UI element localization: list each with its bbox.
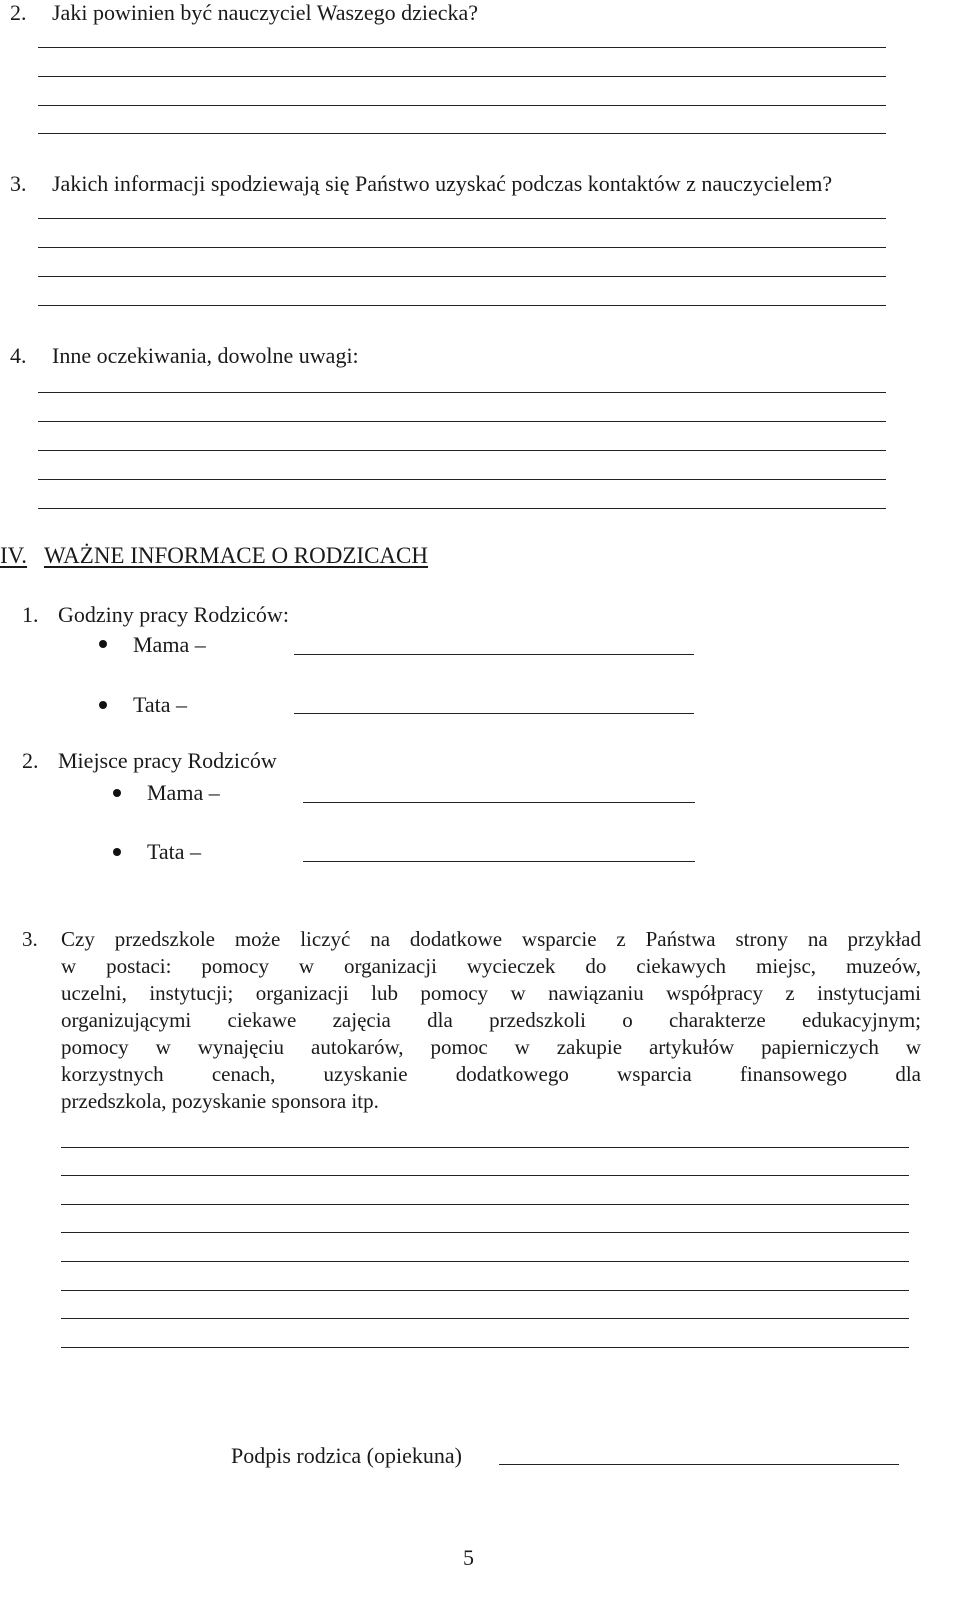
support-answer-line[interactable]	[61, 1261, 909, 1262]
q2-text: Jaki powinien być nauczyciel Waszego dziecka?	[52, 0, 479, 25]
section-title: WAŻNE INFORMACE O RODZICACH	[44, 543, 428, 568]
work-hours-number: 1.	[22, 602, 39, 627]
q3-answer-line[interactable]	[38, 218, 886, 219]
q3-answer-line[interactable]	[38, 305, 886, 306]
support-paragraph-line: korzystnych cenach, uzyskanie dodatkowego wsparcia finansowego dla	[61, 1062, 921, 1086]
q3-number: 3.	[10, 171, 27, 196]
signature-field[interactable]	[499, 1464, 899, 1465]
work-hours-mama-label: Mama –	[133, 632, 206, 657]
q2-answer-line[interactable]	[38, 105, 886, 106]
support-paragraph-line: w postaci: pomocy w organizacji wycieczek do ciekawych miejsc, muzeów,	[61, 954, 921, 978]
q4-text: Inne oczekiwania, dowolne uwagi:	[52, 343, 359, 368]
support-paragraph-line: uczelni, instytucji; organizacji lub pomocy w nawiązaniu współpracy z instytucjami	[61, 981, 921, 1005]
q3-answer-line[interactable]	[38, 247, 886, 248]
q3-text: Jakich informacji spodziewają się Państwo uzyskać podczas kontaktów z nauczycielem?	[52, 171, 833, 196]
work-place-tata-label: Tata –	[147, 839, 202, 864]
work-hours-tata-field[interactable]	[294, 713, 694, 714]
bullet-icon	[113, 789, 121, 797]
work-hours-mama-field[interactable]	[294, 654, 694, 655]
section-number: IV.	[0, 543, 28, 568]
bullet-icon	[113, 848, 121, 856]
q2-number: 2.	[10, 0, 27, 25]
q2-answer-line[interactable]	[38, 133, 886, 134]
bullet-icon	[99, 640, 107, 648]
support-paragraph-line: organizującymi ciekawe zajęcia dla przedszkoli o charakterze edukacyjnym;	[61, 1008, 921, 1032]
signature-label: Podpis rodzica (opiekuna)	[231, 1443, 462, 1468]
work-place-label: Miejsce pracy Rodziców	[58, 748, 277, 773]
support-answer-line[interactable]	[61, 1290, 909, 1291]
work-place-tata-field[interactable]	[303, 861, 695, 862]
support-answer-line[interactable]	[61, 1347, 909, 1348]
q4-answer-line[interactable]	[38, 392, 886, 393]
work-hours-tata-label: Tata –	[133, 692, 188, 717]
q2-answer-line[interactable]	[38, 47, 886, 48]
work-hours-label: Godziny pracy Rodziców:	[58, 602, 289, 627]
work-place-mama-field[interactable]	[303, 802, 695, 803]
support-answer-line[interactable]	[61, 1204, 909, 1205]
q2-answer-line[interactable]	[38, 76, 886, 77]
support-answer-line[interactable]	[61, 1232, 909, 1233]
q4-answer-line[interactable]	[38, 508, 886, 509]
q4-answer-line[interactable]	[38, 479, 886, 480]
support-paragraph-line: Czy przedszkole może liczyć na dodatkowe wsparcie z Państwa strony na przykład	[61, 927, 921, 951]
q4-number: 4.	[10, 343, 27, 368]
support-paragraph-line: pomocy w wynajęciu autokarów, pomoc w zakupie artykułów papierniczych w	[61, 1035, 921, 1059]
support-paragraph-line: przedszkola, pozyskanie sponsora itp.	[61, 1089, 379, 1113]
q4-answer-line[interactable]	[38, 421, 886, 422]
support-number: 3.	[22, 927, 38, 951]
work-place-mama-label: Mama –	[147, 780, 220, 805]
support-answer-line[interactable]	[61, 1175, 909, 1176]
support-answer-line[interactable]	[61, 1318, 909, 1319]
bullet-icon	[99, 701, 107, 709]
work-place-number: 2.	[22, 748, 39, 773]
page-number: 5	[463, 1545, 474, 1570]
support-answer-line[interactable]	[61, 1147, 909, 1148]
q4-answer-line[interactable]	[38, 450, 886, 451]
q3-answer-line[interactable]	[38, 276, 886, 277]
